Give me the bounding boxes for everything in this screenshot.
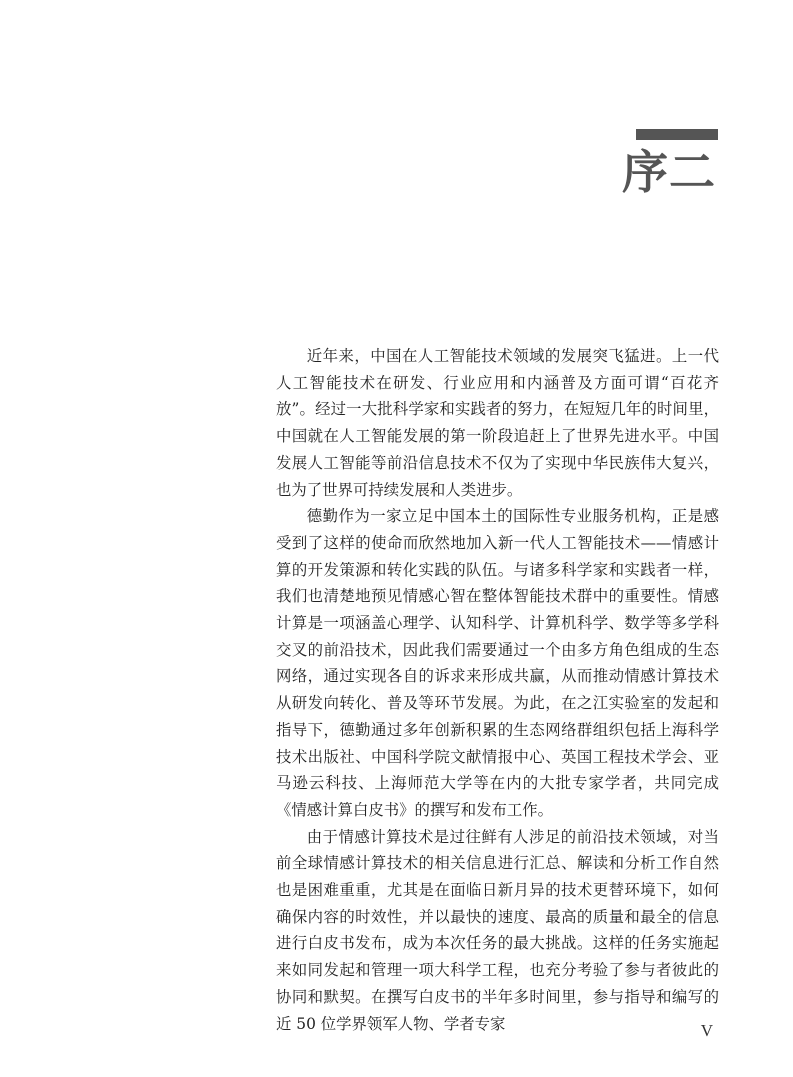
chapter-title-bar	[636, 129, 718, 140]
chapter-title: 序二	[622, 145, 716, 199]
paragraph-1: 近年来，中国在人工智能技术领域的发展突飞猛进。上一代人工智能技术在研发、行业应用和内涵普及方面可谓“百花齐放”。经过一大批科学家和实践者的努力，在短短几年的时间里，中国就在人工智能发展的第一阶段追赶上了世界先进水平。中国发展人工智能等前沿信息技术不仅为了实现中华民族伟大复兴，也为了世界可持续发展和人类进步。	[276, 347, 719, 499]
body-text	[276, 343, 719, 1037]
paragraph-2: 德勤作为一家立足中国本土的国际性专业服务机构，正是感受到了这样的使命而欣然地加入新一代人工智能技术——情感计算的开发策源和转化实践的队伍。与诸多科学家和实践者一样，我们也清楚地预见情感心智在整体智能技术群中的重要性。情感计算是一项涵盖心理学、认知科学、计算机科学、数学等多学科交叉的前沿技术，因此我们需要通过一个由多方角色组成的生态网络，通过实现各自的诉求来形成共赢，从而推动情感计算技术从研发向转化、普及等环节发展。为此，在之江实验室的发起和指导下，德勤通过多年创新积累的生态网络群组织包括上海科学技术出版社、中国科学院文献情报中心、英国工程技术学会、亚马逊云科技、上海师范大学等在内的大批专家学者，共同完成《情感计算白皮书》的撰写和发布工作。	[276, 507, 719, 819]
page-number: V	[700, 1021, 713, 1040]
paragraph-3: 由于情感计算技术是过往鲜有人涉足的前沿技术领域，对当前全球情感计算技术的相关信息进行汇总、解读和分析工作自然也是困难重重，尤其是在面临日新月异的技术更替环境下，如何确保内容的时效性，并以最快的速度、最高的质量和最全的信息进行白皮书发布，成为本次任务的最大挑战。这样的任务实施起来如同发起和管理一项大科学工程，也充分考验了参与者彼此的协同和默契。在撰写白皮书的半年多时间里，参与指导和编写的近 50 位学界领军人物、学者专家	[276, 827, 719, 1033]
